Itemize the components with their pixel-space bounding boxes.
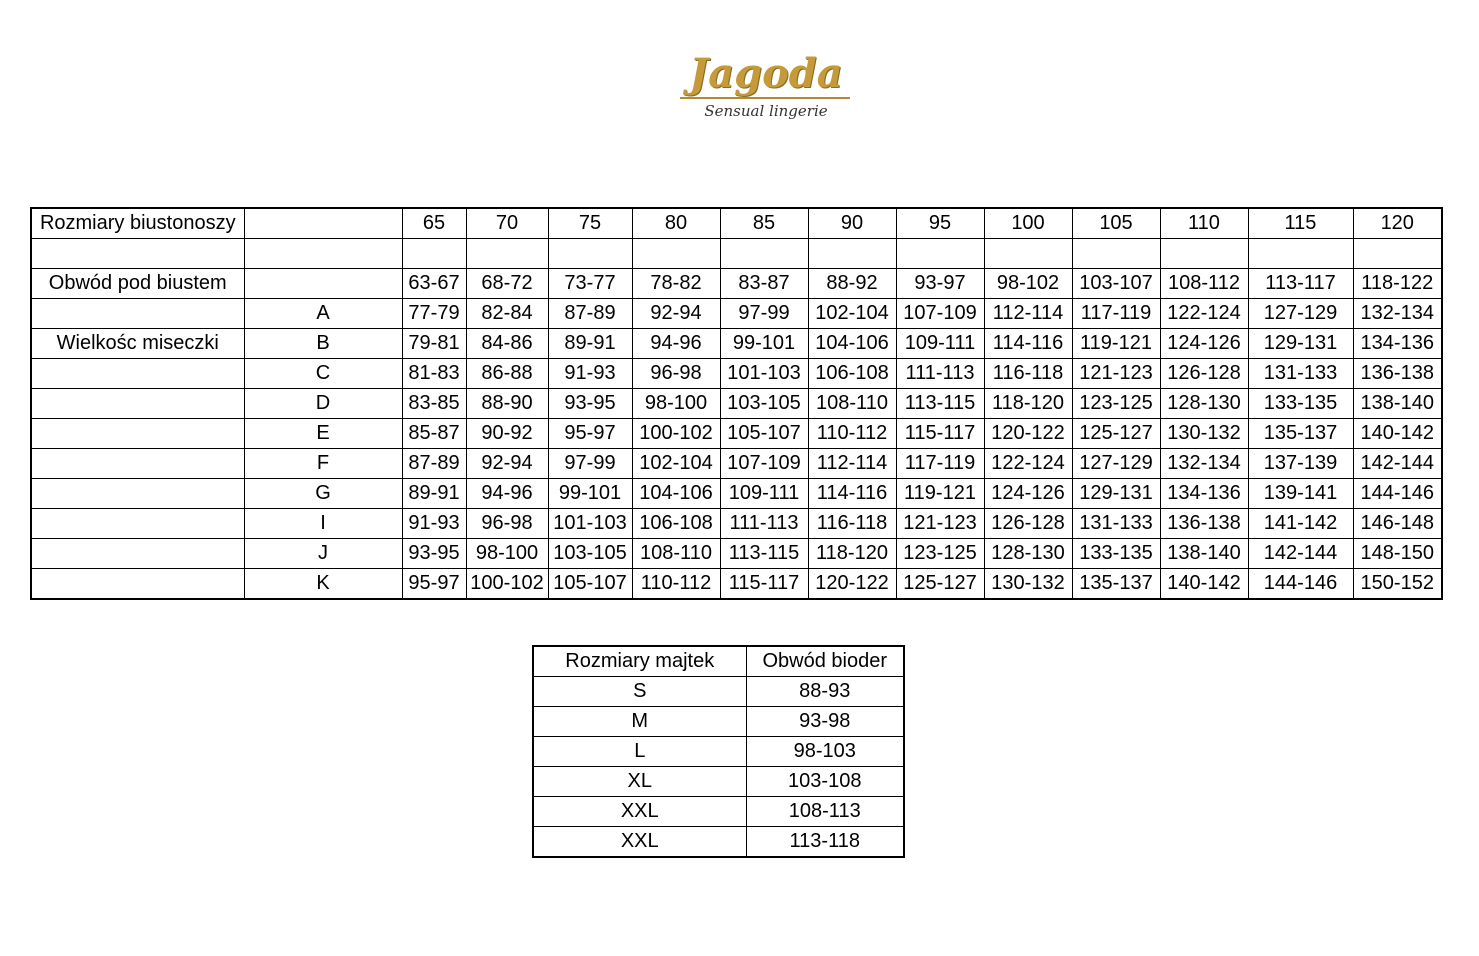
cup-measure: 101-103 — [548, 509, 632, 539]
cup-measure: 138-140 — [1160, 539, 1248, 569]
empty-cell — [632, 239, 720, 269]
cup-measure: 89-91 — [402, 479, 466, 509]
logo-underline — [680, 97, 850, 99]
cup-measure: 120-122 — [808, 569, 896, 600]
cup-row — [31, 299, 1442, 329]
cup-measure: 113-115 — [720, 539, 808, 569]
cup-measure: 95-97 — [548, 419, 632, 449]
cup-measure: 115-117 — [896, 419, 984, 449]
cup-measure: 142-144 — [1248, 539, 1353, 569]
cup-measure: 130-132 — [984, 569, 1072, 600]
band-size: 95 — [896, 208, 984, 239]
cup-measure: 126-128 — [1160, 359, 1248, 389]
cup-measure: 79-81 — [402, 329, 466, 359]
panty-row — [533, 827, 904, 858]
band-size: 70 — [466, 208, 548, 239]
panty-row — [533, 767, 904, 797]
band-size: 105 — [1072, 208, 1160, 239]
empty-cell — [31, 479, 244, 509]
empty-cell — [31, 419, 244, 449]
cup-measure: 127-129 — [1248, 299, 1353, 329]
cup-measure: 97-99 — [548, 449, 632, 479]
cup-measure: 110-112 — [632, 569, 720, 600]
empty-cell — [244, 239, 402, 269]
cup-measure: 125-127 — [896, 569, 984, 600]
cup-measure: 96-98 — [466, 509, 548, 539]
cup-measure: 140-142 — [1353, 419, 1442, 449]
cup-row — [31, 449, 1442, 479]
cup-measure: 112-114 — [808, 449, 896, 479]
hip-circumference: 108-113 — [746, 797, 904, 827]
hip-circumference: 113-118 — [746, 827, 904, 858]
empty-cell — [896, 239, 984, 269]
empty-cell — [1353, 239, 1442, 269]
empty-cell — [244, 208, 402, 239]
hip-circumference: 98-103 — [746, 737, 904, 767]
panty-size: XXL — [533, 827, 746, 858]
hip-circumference: 88-93 — [746, 677, 904, 707]
underbust-value: 63-67 — [402, 269, 466, 299]
empty-cell — [720, 239, 808, 269]
cup-measure: 106-108 — [632, 509, 720, 539]
cup-measure: 94-96 — [632, 329, 720, 359]
empty-cell — [1248, 239, 1353, 269]
cup-measure: 135-137 — [1072, 569, 1160, 600]
cup-measure: 150-152 — [1353, 569, 1442, 600]
cup-measure: 110-112 — [808, 419, 896, 449]
underbust-value: 108-112 — [1160, 269, 1248, 299]
cup-measure: 81-83 — [402, 359, 466, 389]
panty-size-table — [532, 645, 905, 858]
cup-measure: 87-89 — [402, 449, 466, 479]
cup-letter: K — [244, 569, 402, 600]
empty-cell — [31, 539, 244, 569]
cup-measure: 100-102 — [466, 569, 548, 600]
cup-measure: 99-101 — [720, 329, 808, 359]
brand-logo — [676, 50, 856, 140]
cup-measure: 118-120 — [984, 389, 1072, 419]
cup-measure: 94-96 — [466, 479, 548, 509]
cup-row — [31, 359, 1442, 389]
cup-measure: 137-139 — [1248, 449, 1353, 479]
cup-measure: 92-94 — [632, 299, 720, 329]
cup-row — [31, 569, 1442, 600]
empty-cell — [31, 569, 244, 600]
cup-measure: 140-142 — [1160, 569, 1248, 600]
cup-measure: 132-134 — [1353, 299, 1442, 329]
empty-cell — [808, 239, 896, 269]
underbust-value: 113-117 — [1248, 269, 1353, 299]
panty-size: L — [533, 737, 746, 767]
panty-row — [533, 707, 904, 737]
cup-measure: 138-140 — [1353, 389, 1442, 419]
panty-row — [533, 737, 904, 767]
cup-measure: 127-129 — [1072, 449, 1160, 479]
cup-measure: 77-79 — [402, 299, 466, 329]
cup-measure: 136-138 — [1353, 359, 1442, 389]
cup-measure: 134-136 — [1160, 479, 1248, 509]
underbust-value: 103-107 — [1072, 269, 1160, 299]
cup-measure: 105-107 — [548, 569, 632, 600]
cup-measure: 123-125 — [1072, 389, 1160, 419]
cup-measure: 105-107 — [720, 419, 808, 449]
cup-measure: 89-91 — [548, 329, 632, 359]
empty-cell — [31, 389, 244, 419]
band-size: 65 — [402, 208, 466, 239]
cup-measure: 125-127 — [1072, 419, 1160, 449]
cup-measure: 131-133 — [1248, 359, 1353, 389]
cup-row — [31, 389, 1442, 419]
cup-measure: 113-115 — [896, 389, 984, 419]
spacer-row — [31, 239, 1442, 269]
cup-row — [31, 329, 1442, 359]
empty-cell — [31, 239, 244, 269]
cup-measure: 87-89 — [548, 299, 632, 329]
cup-measure: 108-110 — [632, 539, 720, 569]
hip-circumference: 103-108 — [746, 767, 904, 797]
cup-measure: 120-122 — [984, 419, 1072, 449]
cup-measure: 85-87 — [402, 419, 466, 449]
cup-measure: 92-94 — [466, 449, 548, 479]
underbust-label: Obwód pod biustem — [31, 269, 244, 299]
cup-letter: B — [244, 329, 402, 359]
panty-size: S — [533, 677, 746, 707]
cup-measure: 102-104 — [808, 299, 896, 329]
empty-cell — [548, 239, 632, 269]
cup-measure: 131-133 — [1072, 509, 1160, 539]
cup-measure: 83-85 — [402, 389, 466, 419]
cup-measure: 128-130 — [1160, 389, 1248, 419]
cup-measure: 101-103 — [720, 359, 808, 389]
cup-measure: 98-100 — [466, 539, 548, 569]
cup-measure: 122-124 — [1160, 299, 1248, 329]
cup-row — [31, 419, 1442, 449]
cup-measure: 126-128 — [984, 509, 1072, 539]
cup-measure: 117-119 — [896, 449, 984, 479]
cup-measure: 93-95 — [402, 539, 466, 569]
cup-measure: 129-131 — [1248, 329, 1353, 359]
cup-measure: 144-146 — [1248, 569, 1353, 600]
empty-cell — [244, 269, 402, 299]
cup-measure: 128-130 — [984, 539, 1072, 569]
cup-measure: 124-126 — [984, 479, 1072, 509]
cup-measure: 98-100 — [632, 389, 720, 419]
brand-name: Jagoda — [689, 50, 843, 97]
cup-measure: 111-113 — [896, 359, 984, 389]
cup-measure: 121-123 — [1072, 359, 1160, 389]
cup-letter: I — [244, 509, 402, 539]
empty-cell — [1160, 239, 1248, 269]
cup-measure: 96-98 — [632, 359, 720, 389]
cup-measure: 86-88 — [466, 359, 548, 389]
cup-measure: 117-119 — [1072, 299, 1160, 329]
empty-cell — [31, 449, 244, 479]
empty-cell — [31, 299, 244, 329]
cup-measure: 90-92 — [466, 419, 548, 449]
cup-measure: 129-131 — [1072, 479, 1160, 509]
panty-size: XXL — [533, 797, 746, 827]
cup-measure: 91-93 — [402, 509, 466, 539]
cup-measure: 99-101 — [548, 479, 632, 509]
cup-letter: F — [244, 449, 402, 479]
cup-letter: D — [244, 389, 402, 419]
cup-measure: 136-138 — [1160, 509, 1248, 539]
cup-letter: C — [244, 359, 402, 389]
hip-circumference: 93-98 — [746, 707, 904, 737]
empty-cell — [31, 359, 244, 389]
band-size: 110 — [1160, 208, 1248, 239]
cup-measure: 134-136 — [1353, 329, 1442, 359]
empty-cell — [1072, 239, 1160, 269]
underbust-value: 118-122 — [1353, 269, 1442, 299]
cup-measure: 141-142 — [1248, 509, 1353, 539]
band-size: 75 — [548, 208, 632, 239]
cup-measure: 132-134 — [1160, 449, 1248, 479]
cup-measure: 95-97 — [402, 569, 466, 600]
cup-measure: 100-102 — [632, 419, 720, 449]
cup-measure: 107-109 — [720, 449, 808, 479]
underbust-value: 73-77 — [548, 269, 632, 299]
cup-measure: 97-99 — [720, 299, 808, 329]
brand-tagline: Sensual lingerie — [704, 102, 828, 120]
cup-measure: 104-106 — [632, 479, 720, 509]
cup-letter: J — [244, 539, 402, 569]
underbust-row — [31, 269, 1442, 299]
cup-measure: 108-110 — [808, 389, 896, 419]
cup-measure: 135-137 — [1248, 419, 1353, 449]
empty-cell — [984, 239, 1072, 269]
band-size: 120 — [1353, 208, 1442, 239]
cup-measure: 109-111 — [896, 329, 984, 359]
panty-row — [533, 797, 904, 827]
cup-measure: 88-90 — [466, 389, 548, 419]
cup-measure: 142-144 — [1353, 449, 1442, 479]
band-size: 115 — [1248, 208, 1353, 239]
cup-row — [31, 509, 1442, 539]
panty-size-header: Rozmiary majtek — [533, 646, 746, 677]
cup-measure: 116-118 — [984, 359, 1072, 389]
hip-circumference-header: Obwód bioder — [746, 646, 904, 677]
underbust-value: 68-72 — [466, 269, 548, 299]
cup-measure: 148-150 — [1353, 539, 1442, 569]
header-label: Rozmiary biustonoszy — [31, 208, 244, 239]
panty-row — [533, 677, 904, 707]
band-size: 85 — [720, 208, 808, 239]
cup-row — [31, 479, 1442, 509]
cup-measure: 122-124 — [984, 449, 1072, 479]
cup-letter: E — [244, 419, 402, 449]
cup-measure: 144-146 — [1353, 479, 1442, 509]
cup-measure: 103-105 — [720, 389, 808, 419]
cup-measure: 93-95 — [548, 389, 632, 419]
cup-measure: 124-126 — [1160, 329, 1248, 359]
underbust-value: 88-92 — [808, 269, 896, 299]
band-size: 90 — [808, 208, 896, 239]
band-size: 100 — [984, 208, 1072, 239]
cup-measure: 139-141 — [1248, 479, 1353, 509]
empty-cell — [31, 509, 244, 539]
panty-size: M — [533, 707, 746, 737]
cup-measure: 103-105 — [548, 539, 632, 569]
cup-measure: 118-120 — [808, 539, 896, 569]
cup-measure: 104-106 — [808, 329, 896, 359]
cup-measure: 133-135 — [1072, 539, 1160, 569]
cup-measure: 84-86 — [466, 329, 548, 359]
cup-measure: 119-121 — [896, 479, 984, 509]
cup-measure: 82-84 — [466, 299, 548, 329]
underbust-value: 83-87 — [720, 269, 808, 299]
band-size-header-row — [31, 208, 1442, 239]
underbust-value: 93-97 — [896, 269, 984, 299]
cup-measure: 114-116 — [984, 329, 1072, 359]
cup-measure: 112-114 — [984, 299, 1072, 329]
cup-measure: 146-148 — [1353, 509, 1442, 539]
cup-measure: 109-111 — [720, 479, 808, 509]
panty-size: XL — [533, 767, 746, 797]
cup-measure: 106-108 — [808, 359, 896, 389]
cup-letter: A — [244, 299, 402, 329]
cup-measure: 102-104 — [632, 449, 720, 479]
cup-letter: G — [244, 479, 402, 509]
cup-measure: 91-93 — [548, 359, 632, 389]
cup-measure: 114-116 — [808, 479, 896, 509]
cup-measure: 123-125 — [896, 539, 984, 569]
cup-measure: 119-121 — [1072, 329, 1160, 359]
cup-label: Wielkośc miseczki — [31, 329, 244, 359]
band-size: 80 — [632, 208, 720, 239]
panty-header-row — [533, 646, 904, 677]
empty-cell — [466, 239, 548, 269]
cup-measure: 115-117 — [720, 569, 808, 600]
bra-size-table — [30, 207, 1443, 600]
cup-row — [31, 539, 1442, 569]
cup-measure: 130-132 — [1160, 419, 1248, 449]
cup-measure: 116-118 — [808, 509, 896, 539]
cup-measure: 121-123 — [896, 509, 984, 539]
cup-measure: 133-135 — [1248, 389, 1353, 419]
cup-measure: 107-109 — [896, 299, 984, 329]
underbust-value: 78-82 — [632, 269, 720, 299]
underbust-value: 98-102 — [984, 269, 1072, 299]
cup-measure: 111-113 — [720, 509, 808, 539]
empty-cell — [402, 239, 466, 269]
